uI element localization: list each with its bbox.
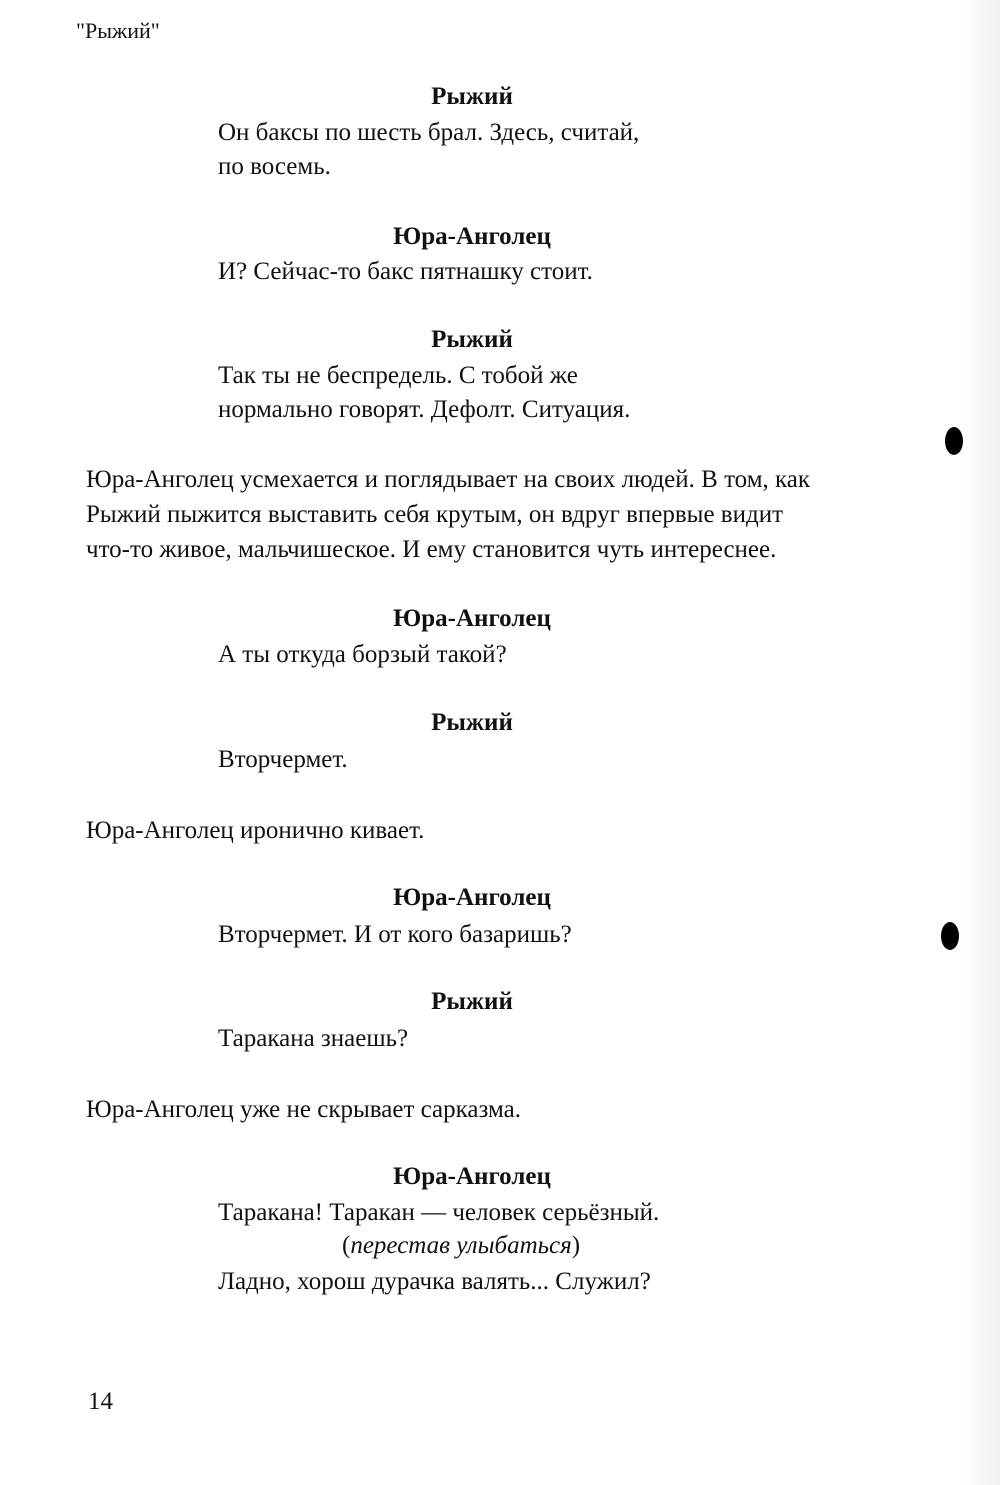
dialogue-line: Вторчермет. bbox=[218, 746, 348, 773]
dialogue-line: Он баксы по шесть брал. Здесь, считай, bbox=[218, 119, 640, 146]
page-edge-shadow bbox=[964, 0, 1000, 1485]
dialogue-line: Ладно, хорош дурачка валять... Служил? bbox=[218, 1268, 651, 1295]
paren-open: ( bbox=[342, 1232, 351, 1259]
character-name: Юра-Анголец bbox=[393, 223, 551, 250]
dialogue-line: по восемь. bbox=[218, 153, 331, 180]
character-name: Рыжий bbox=[431, 709, 513, 736]
page-number: 14 bbox=[88, 1388, 113, 1415]
character-name: Рыжий bbox=[431, 83, 513, 110]
binder-hole-icon bbox=[945, 427, 963, 455]
action-line: Юра-Анголец уже не скрывает сарказма. bbox=[86, 1096, 521, 1123]
character-name: Юра-Анголец bbox=[393, 884, 551, 911]
binder-hole-icon bbox=[941, 922, 959, 950]
parenthetical-text: перестав улыбаться bbox=[350, 1232, 572, 1259]
action-line: Рыжий пыжится выставить себя крутым, он вдруг впервые видит bbox=[86, 501, 784, 528]
dialogue-line: Так ты не беспредель. С тобой же bbox=[218, 362, 578, 389]
dialogue-line: нормально говорят. Дефолт. Ситуация. bbox=[218, 396, 631, 423]
dialogue-line: И? Сейчас-то бакс пятнашку стоит. bbox=[218, 258, 593, 285]
dialogue-line: Вторчермет. И от кого базаришь? bbox=[218, 921, 572, 948]
action-line: что-то живое, мальчишеское. И ему становится чуть интереснее. bbox=[86, 536, 777, 563]
dialogue-line: Таракана знаешь? bbox=[218, 1025, 409, 1052]
action-line: Юра-Анголец усмехается и поглядывает на своих людей. В том, как bbox=[86, 466, 811, 493]
character-name: Рыжий bbox=[431, 988, 513, 1015]
dialogue-line: Таракана! Таракан — человек серьёзный. bbox=[218, 1199, 660, 1226]
character-name: Юра-Анголец bbox=[393, 1163, 551, 1190]
action-line: Юра-Анголец иронично кивает. bbox=[86, 817, 425, 844]
parenthetical bbox=[342, 1232, 580, 1260]
character-name: Рыжий bbox=[431, 326, 513, 353]
page-header-title: "Рыжий" bbox=[76, 18, 160, 43]
dialogue-line: А ты откуда борзый такой? bbox=[218, 641, 507, 668]
character-name: Юра-Анголец bbox=[393, 605, 551, 632]
paren-close: ) bbox=[571, 1232, 581, 1259]
